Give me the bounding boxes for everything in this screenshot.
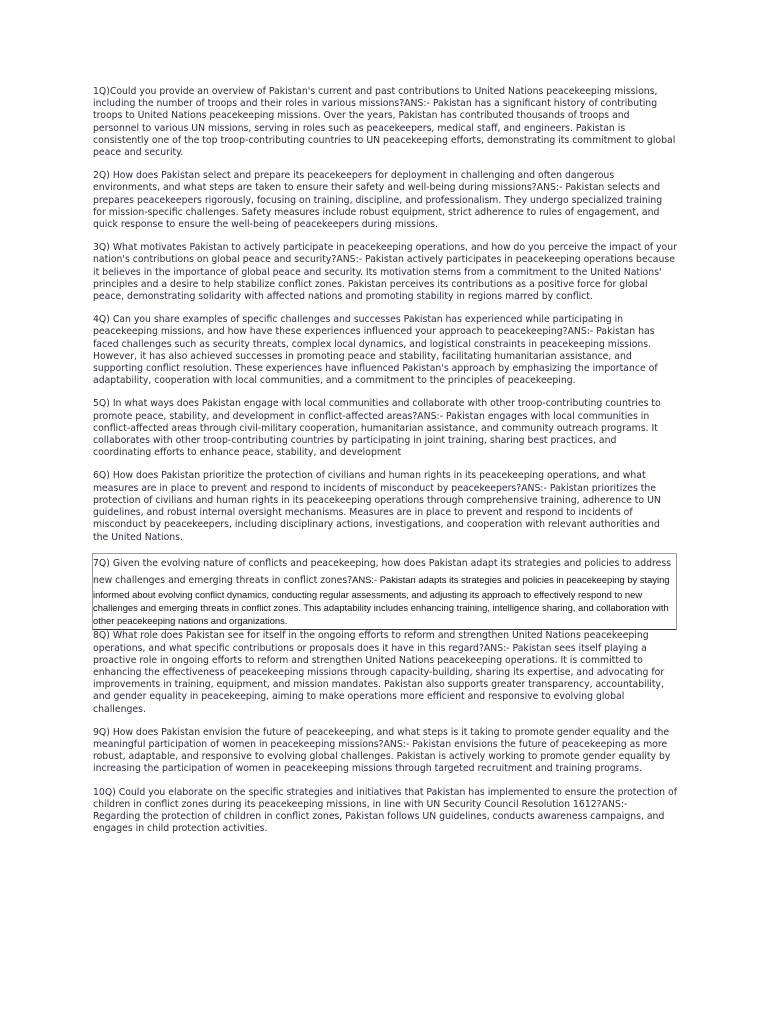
qa-item-1 <box>93 86 677 159</box>
question-text: 9Q) How does Pakistan envision the future of peacekeeping, and what steps is it taking to promote gender equality and the meaningful participation of women in peacekeeping missions? <box>93 726 670 750</box>
question-text: 5Q) In what ways does Pakistan engage with local communities and collaborate with other troop-contributing countries to promote peace, stability, and development in conflict-affected areas? <box>93 398 661 422</box>
qa-paragraph <box>93 630 677 715</box>
qa-item-4 <box>93 314 677 387</box>
qa-paragraph <box>93 170 677 231</box>
qa-paragraph <box>93 787 677 836</box>
question-text: 4Q) Can you share examples of specific challenges and successes Pakistan has experienced while participating in peacekeeping missions, and how have these experiences influenced your approach to peacekeeping? <box>93 314 624 338</box>
qa-item-9 <box>93 727 677 776</box>
qa-item-8 <box>93 630 677 715</box>
document-page <box>93 86 677 846</box>
qa-item-2 <box>93 170 677 231</box>
answer-text: ANS:- Pakistan envisions the future of peacekeeping as more robust, adaptable, and responsive to evolving global challenges. Pakistan is actively working to promote gender equality by increasing the participation of women in peacekeeping missions through targeted recruitment and training programs. <box>93 738 671 775</box>
question-text: 1Q)Could you provide an overview of Pakistan's current and past contributions to United Nations peacekeeping missions, including the number of troops and their roles in various missions? <box>93 86 658 110</box>
answer-text: ANS:- Regarding the protection of children in conflict zones, Pakistan follows UN guidelines, conducts awareness campaigns, and engages in child protection activities. <box>93 798 665 835</box>
answer-text: ANS:- Pakistan adapts its strategies and policies in peacekeeping by staying informed about evolving conflict dynamics, conducting regular assessments, and adjusting its approach to effectively respond to new challenges and emerging threats in conflict zones. This adaptability includes enhancing training, intelligence sharing, and collaboration with other peacekeeping nations and organizations. <box>93 573 670 627</box>
question-text: 10Q) Could you elaborate on the specific strategies and initiatives that Pakistan has implemented to ensure the protection of children in conflict zones during its peacekeeping missions, in line with UN Security Council Resolution 1612? <box>93 786 677 810</box>
question-text: 2Q) How does Pakistan select and prepare its peacekeepers for deployment in challenging and often dangerous environments, and what steps are taken to ensure their safety and well-being during missions? <box>93 170 615 194</box>
answer-text: ANS:- Pakistan prioritizes the protection of civilians and human rights in its peacekeeping operations through comprehensive training, adherence to UN guidelines, and robust internal oversight mechanisms. Measures are in place to prevent and respond to incidents of misconduct by peacekeepers, including disciplinary actions, investigations, and cooperation with relevant authorities and the United Nations. <box>93 482 661 543</box>
qa-item-7 <box>92 553 677 631</box>
answer-text: ANS:- Pakistan sees itself playing a proactive role in ongoing efforts to reform and strengthen United Nations peacekeeping operations. It is committed to enhancing the effectiveness of peacekeeping missions through capacity-building, sharing its expertise, and advocating for improvements in training, equipment, and mission mandates. Pakistan also supports greater transparency, accountability, and gender equality in peacekeeping, aiming to make operations more efficient and responsive to evolving global challenges. <box>93 642 665 715</box>
qa-item-3 <box>93 242 677 303</box>
qa-item-5 <box>93 398 677 459</box>
qa-item-6 <box>93 470 677 543</box>
qa-paragraph <box>93 242 677 303</box>
answer-text: ANS:- Pakistan engages with local communities in conflict-affected areas through civil-military cooperation, humanitarian assistance, and community outreach programs. It collaborates with other troop-contributing countries by participating in joint training, sharing best practices, and coordinating efforts to enhance peace, stability, and development <box>93 410 658 459</box>
qa-item-10 <box>93 787 677 836</box>
qa-paragraph <box>93 727 677 776</box>
answer-text: ANS:- Pakistan has faced challenges such as security threats, complex local dynamics, and logistical constraints in peacekeeping missions. However, it has also achieved successes in promoting peace and stability, facilitating humanitarian assistance, and supporting conflict resolution. These experiences have influenced Pakistan's approach by emphasizing the importance of adaptability, cooperation with local communities, and a commitment to the principles of peacekeeping. <box>93 326 658 387</box>
answer-text: ANS:- Pakistan selects and prepares peacekeepers rigorously, focusing on training, discipline, and professionalism. They undergo specialized training for mission-specific challenges. Safety measures include robust equipment, strict adherence to rules of engagement, and quick response to ensure the well-being of peacekeepers during missions. <box>93 182 663 231</box>
question-text: 8Q) What role does Pakistan see for itself in the ongoing efforts to reform and strengthen United Nations peacekeeping operations, and what specific contributions or proposals does it have in this regard? <box>93 630 649 654</box>
question-text: 6Q) How does Pakistan prioritize the protection of civilians and human rights in its peacekeeping operations, and what measures are in place to prevent and respond to incidents of misconduct by peacekeepers? <box>93 470 646 494</box>
qa-paragraph <box>93 470 677 543</box>
qa-paragraph <box>93 86 677 159</box>
answer-text: ANS:- Pakistan actively participates in peacekeeping operations because it believes in the importance of global peace and security. Its motivation stems from a commitment to the United Nations' principles and a desire to help stabilize conflict zones. Pakistan perceives its contributions as a positive force for global peace, demonstrating solidarity with affected nations and promoting stability in regions marred by conflict. <box>93 254 675 303</box>
answer-text: ANS:- Pakistan has a significant history of contributing troops to United Nations peacekeeping missions. Over the years, Pakistan has contributed thousands of troops and personnel to various UN missions, serving in roles such as peacekeepers, medical staff, and engineers. Pakistan is consistently one of the top troop-contributing countries to UN peacekeeping efforts, demonstrating its commitment to global peace and security. <box>93 98 676 159</box>
qa-paragraph <box>93 314 677 387</box>
question-text: 3Q) What motivates Pakistan to actively participate in peacekeeping operations, and how do you perceive the impact of your nation's contributions on global peace and security? <box>93 242 677 266</box>
qa-paragraph <box>93 555 676 629</box>
question-text: 7Q) Given the evolving nature of conflicts and peacekeeping, how does Pakistan adapt its strategies and policies to address new challenges and emerging threats in conflict zones? <box>93 557 672 586</box>
qa-paragraph <box>93 398 677 459</box>
